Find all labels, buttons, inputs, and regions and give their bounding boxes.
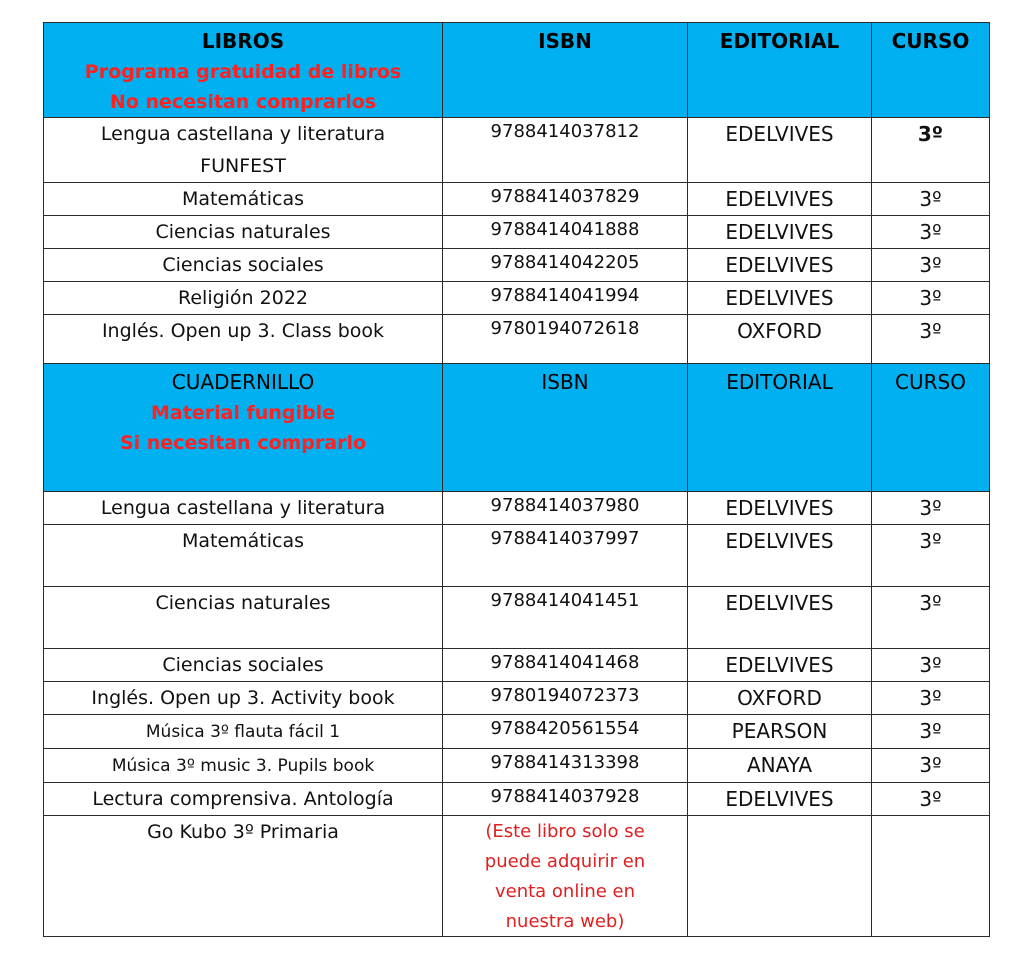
curso-value: 3º (919, 591, 942, 615)
book-title: Matemáticas (181, 530, 305, 552)
isbn-cell (443, 715, 688, 749)
isbn-value: 9788414037997 (490, 528, 640, 549)
isbn-cell (443, 749, 688, 783)
editorial-cell (688, 249, 872, 282)
book-title-cell (44, 282, 443, 315)
editorial-value: OXFORD (737, 319, 822, 343)
isbn-value: 9788414041888 (490, 219, 640, 240)
book-title: Ciencias naturales (155, 221, 331, 243)
book-title-cell (44, 183, 443, 216)
table-row (44, 783, 990, 816)
isbn-header-label: ISBN (541, 370, 589, 394)
isbn-value: 9780194072618 (490, 318, 640, 339)
libros-header-row (44, 23, 990, 118)
editorial-cell (688, 315, 872, 364)
cuadernillo-header-cell (44, 364, 443, 492)
editorial-cell (688, 715, 872, 749)
isbn-value: 9788414313398 (490, 752, 640, 773)
editorial-cell (688, 783, 872, 816)
isbn-cell (443, 682, 688, 715)
book-title: Matemáticas (181, 188, 305, 210)
book-title: Ciencias naturales (155, 592, 331, 614)
cuadernillo-header-label: CUADERNILLO (171, 370, 315, 394)
cuadernillo-note-line2: Si necesitan comprarlo (119, 432, 367, 454)
isbn-cell (443, 492, 688, 525)
curso-cell (872, 282, 990, 315)
table-row (44, 118, 990, 183)
book-title: Go Kubo 3º Primaria (147, 821, 339, 843)
isbn-value: 9788420561554 (490, 718, 640, 739)
curso-value: 3º (919, 286, 942, 310)
book-title-cell (44, 783, 443, 816)
libros-header-label: LIBROS (201, 29, 285, 53)
isbn-value: 9788414041994 (490, 285, 640, 306)
book-title-line2: FUNFEST (200, 155, 286, 177)
editorial-cell (688, 183, 872, 216)
table-row (44, 183, 990, 216)
editorial-cell (688, 682, 872, 715)
editorial-value: ANAYA (746, 753, 813, 777)
editorial-value: OXFORD (737, 686, 822, 710)
curso-value: 3º (919, 496, 942, 520)
isbn-cell (443, 315, 688, 364)
isbn-header-cell (443, 364, 688, 492)
table-row (44, 649, 990, 682)
isbn-cell (443, 249, 688, 282)
isbn-value: 9780194072373 (490, 685, 640, 706)
editorial-cell (688, 118, 872, 183)
book-title-cell (44, 587, 443, 649)
curso-cell (872, 649, 990, 682)
editorial-value: PEARSON (731, 719, 828, 743)
curso-value: 3º (917, 122, 944, 146)
book-list-table (43, 22, 990, 937)
editorial-cell (688, 492, 872, 525)
curso-cell (872, 783, 990, 816)
editorial-value: EDELVIVES (725, 122, 834, 146)
editorial-value: EDELVIVES (725, 496, 834, 520)
table-row (44, 682, 990, 715)
book-title-cell (44, 649, 443, 682)
book-title: Música 3º flauta fácil 1 (145, 722, 341, 742)
isbn-value: 9788414041451 (490, 590, 640, 611)
editorial-header-cell (688, 23, 872, 118)
editorial-value: EDELVIVES (725, 787, 834, 811)
isbn-header-label: ISBN (538, 29, 592, 53)
table-row (44, 816, 990, 937)
editorial-header-label: EDITORIAL (726, 370, 833, 394)
book-title: Lengua castellana y literatura (100, 123, 386, 145)
editorial-cell (688, 749, 872, 783)
table-row (44, 749, 990, 783)
curso-header-cell (872, 364, 990, 492)
curso-cell (872, 587, 990, 649)
curso-value: 3º (919, 653, 942, 677)
book-title-cell (44, 216, 443, 249)
book-title-cell (44, 715, 443, 749)
isbn-value: 9788414041468 (490, 652, 640, 673)
isbn-cell (443, 587, 688, 649)
book-title-cell (44, 492, 443, 525)
curso-value: 3º (919, 686, 942, 710)
book-title: Ciencias sociales (162, 654, 324, 676)
editorial-header-label: EDITORIAL (719, 29, 840, 53)
book-title: Inglés. Open up 3. Class book (101, 320, 385, 342)
curso-header-label: CURSO (891, 29, 970, 53)
cuadernillo-note-line1: Material fungible (151, 402, 335, 424)
table-row (44, 715, 990, 749)
online-note-line3: venta online en (494, 881, 636, 902)
curso-cell (872, 183, 990, 216)
editorial-value: EDELVIVES (725, 653, 834, 677)
table-row (44, 525, 990, 587)
book-title: Inglés. Open up 3. Activity book (91, 687, 395, 709)
curso-cell (872, 249, 990, 282)
editorial-cell (688, 587, 872, 649)
editorial-value: EDELVIVES (725, 253, 834, 277)
editorial-value: EDELVIVES (725, 220, 834, 244)
editorial-value: EDELVIVES (725, 286, 834, 310)
online-note-line4: nuestra web) (505, 911, 625, 932)
editorial-cell (688, 216, 872, 249)
curso-header-cell (872, 23, 990, 118)
curso-value: 3º (919, 529, 942, 553)
curso-cell (872, 525, 990, 587)
curso-cell (872, 118, 990, 183)
isbn-cell (443, 216, 688, 249)
curso-value: 3º (919, 719, 942, 743)
curso-value: 3º (919, 319, 942, 343)
online-note-line2: puede adquirir en (484, 851, 646, 872)
curso-value: 3º (919, 187, 942, 211)
isbn-cell (443, 282, 688, 315)
isbn-cell (443, 649, 688, 682)
curso-cell (872, 216, 990, 249)
book-title: Música 3º music 3. Pupils book (111, 756, 375, 776)
book-title: Lectura comprensiva. Antología (92, 788, 394, 810)
editorial-header-cell (688, 364, 872, 492)
editorial-value: EDELVIVES (725, 187, 834, 211)
editorial-cell (688, 649, 872, 682)
editorial-cell (688, 525, 872, 587)
book-title-cell (44, 749, 443, 783)
curso-cell (872, 749, 990, 783)
isbn-value: 9788414037980 (490, 495, 640, 516)
table-row (44, 216, 990, 249)
curso-value: 3º (919, 220, 942, 244)
isbn-cell (443, 525, 688, 587)
curso-cell (872, 315, 990, 364)
curso-cell (872, 682, 990, 715)
table-row (44, 282, 990, 315)
isbn-header-cell (443, 23, 688, 118)
isbn-value: 9788414042205 (490, 252, 640, 273)
curso-cell (872, 492, 990, 525)
book-title: Religión 2022 (178, 287, 308, 309)
editorial-cell (688, 282, 872, 315)
book-title-cell (44, 249, 443, 282)
isbn-value: 9788414037928 (490, 786, 640, 807)
isbn-cell (443, 783, 688, 816)
isbn-value: 9788414037812 (490, 121, 640, 142)
curso-cell (872, 816, 990, 937)
book-title-cell (44, 682, 443, 715)
isbn-cell (443, 183, 688, 216)
editorial-cell (688, 816, 872, 937)
libros-note-line2: No necesitan comprarlos (109, 91, 377, 113)
book-title-cell (44, 315, 443, 364)
cuadernillo-header-row (44, 364, 990, 492)
curso-value: 3º (919, 787, 942, 811)
book-title-cell (44, 525, 443, 587)
libros-note-line1: Programa gratuidad de libros (84, 61, 402, 83)
curso-value: 3º (919, 253, 942, 277)
book-title-cell (44, 118, 443, 183)
table-row (44, 315, 990, 364)
editorial-value: EDELVIVES (725, 529, 834, 553)
isbn-cell (443, 118, 688, 183)
curso-header-label: CURSO (895, 370, 966, 394)
table-row (44, 249, 990, 282)
online-note-line1: (Este libro solo se (485, 821, 645, 842)
table-row (44, 587, 990, 649)
curso-cell (872, 715, 990, 749)
book-title: Lengua castellana y literatura (100, 497, 386, 519)
book-title: Ciencias sociales (162, 254, 324, 276)
editorial-value: EDELVIVES (725, 591, 834, 615)
book-title-cell (44, 816, 443, 937)
online-note-cell (443, 816, 688, 937)
table-row (44, 492, 990, 525)
isbn-value: 9788414037829 (490, 186, 640, 207)
libros-header-cell (44, 23, 443, 118)
curso-value: 3º (919, 753, 942, 777)
